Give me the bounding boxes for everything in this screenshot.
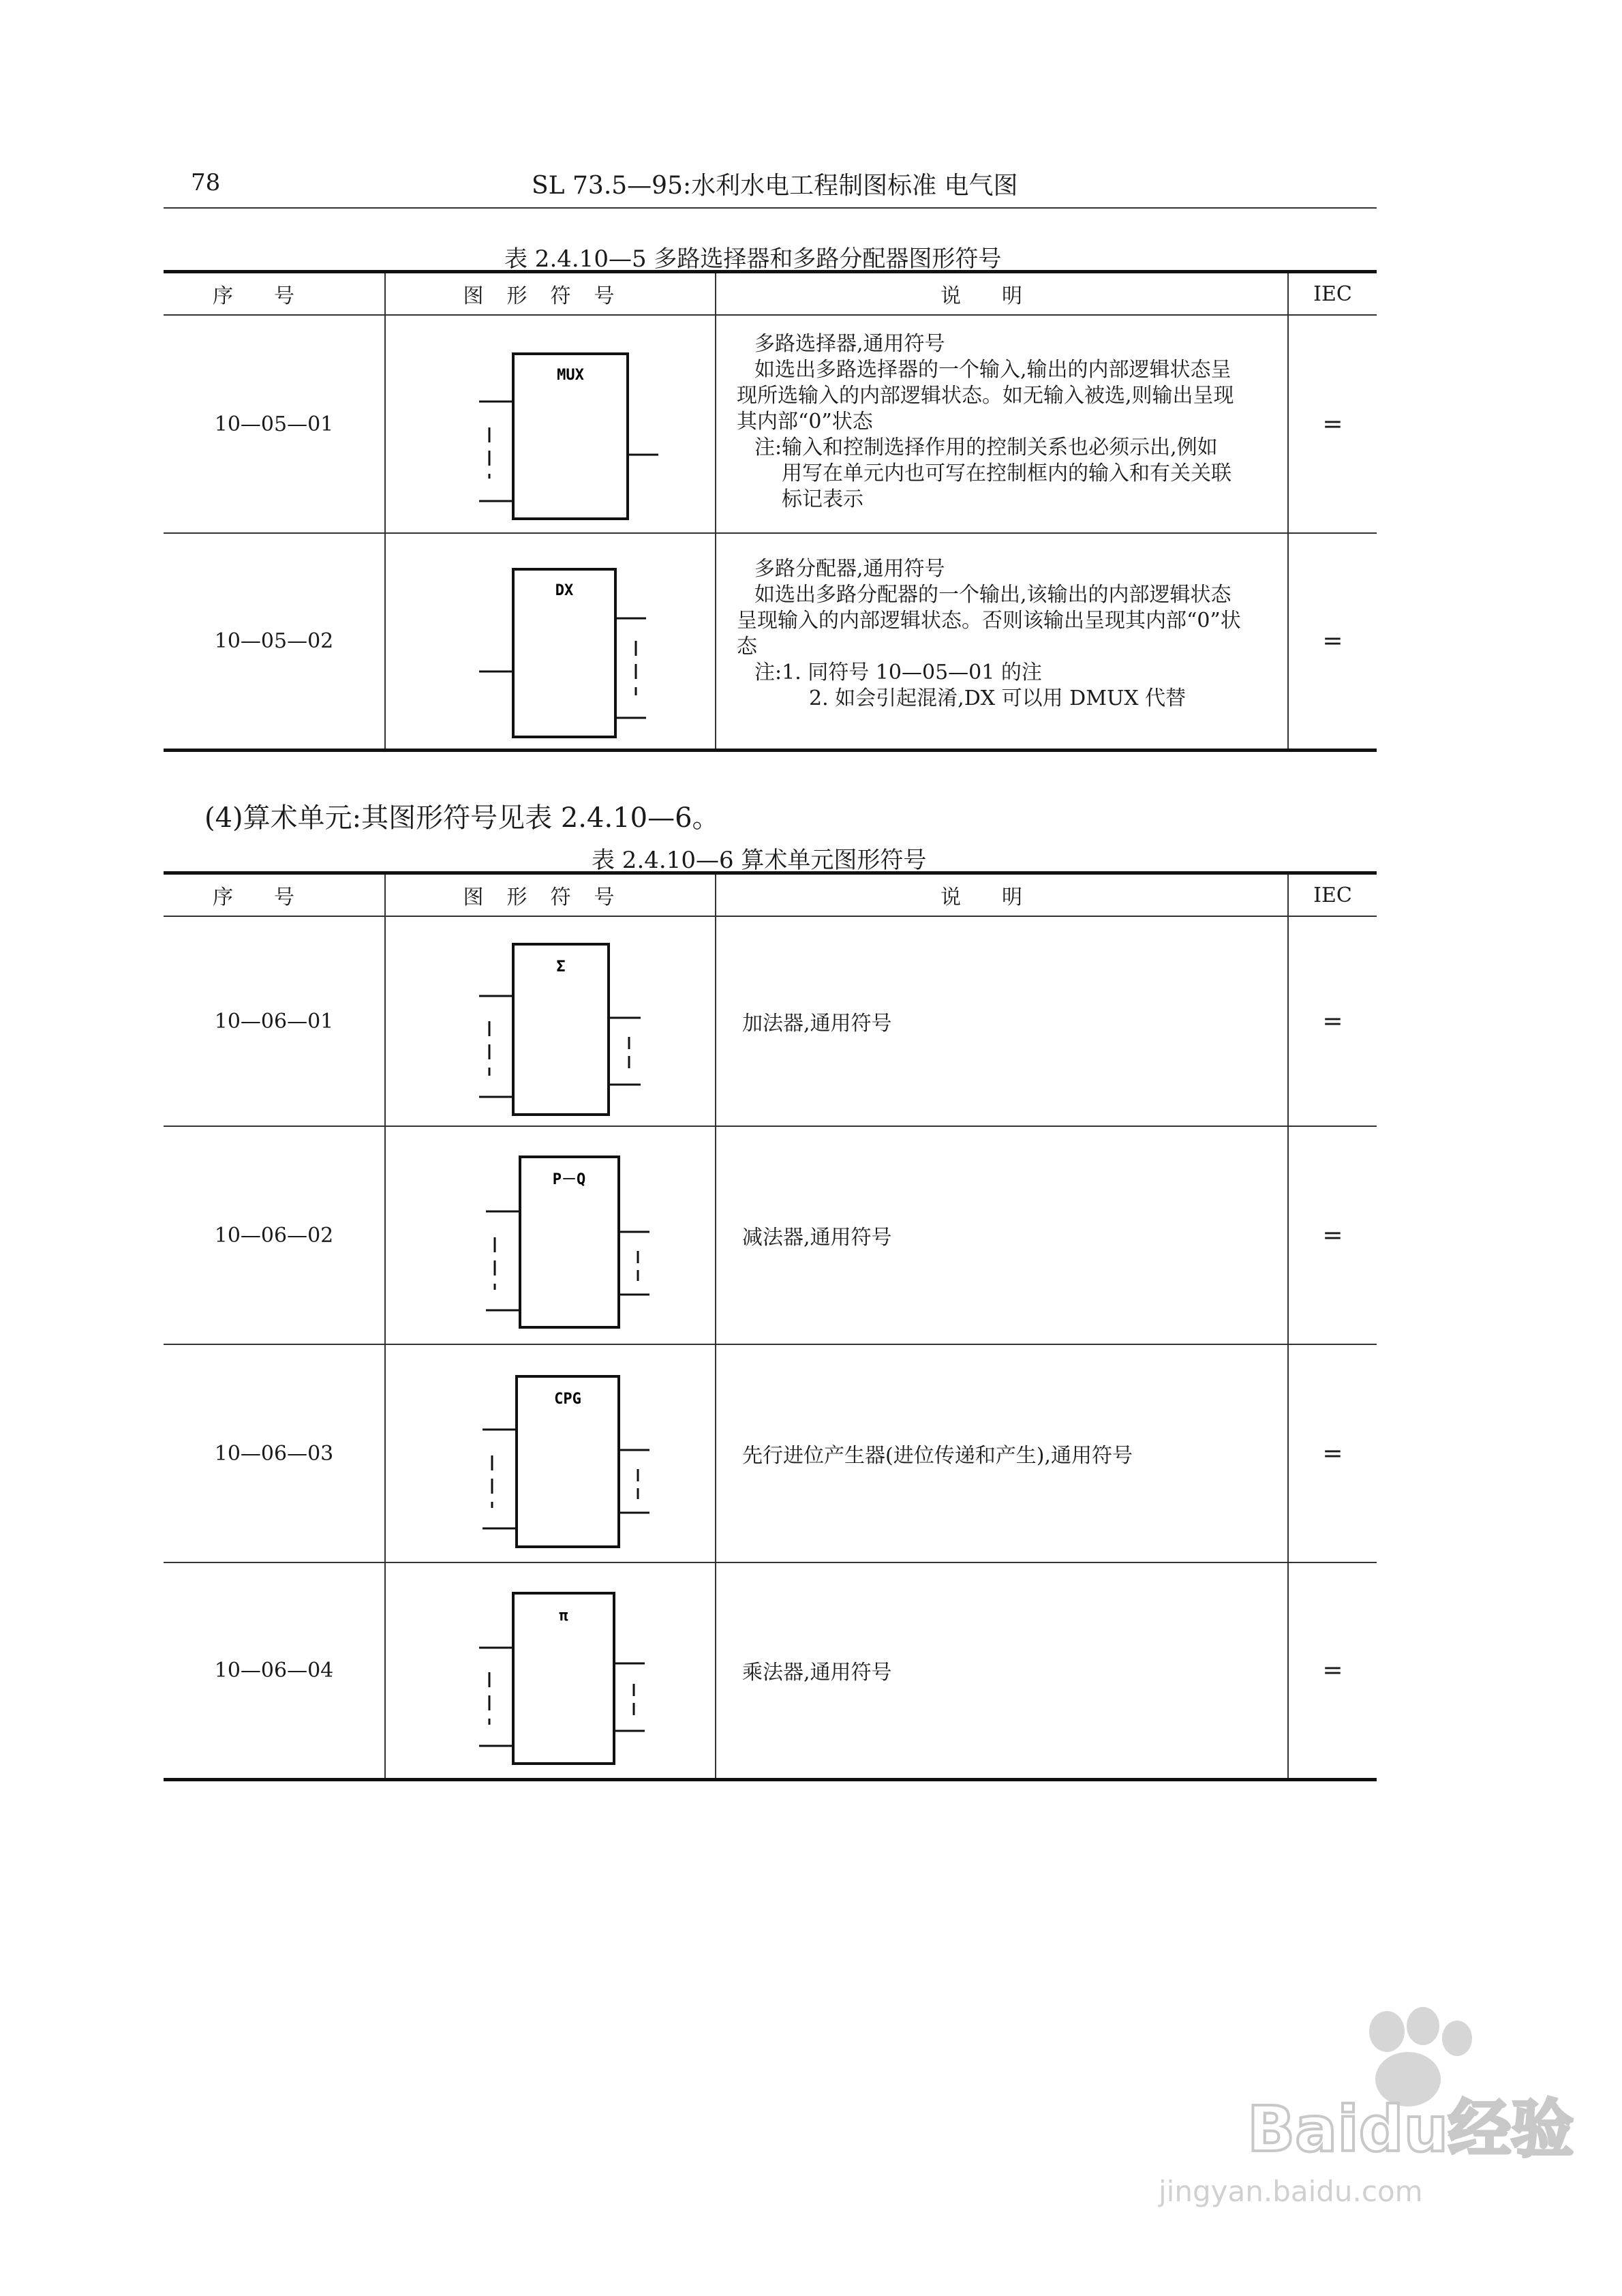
iec-equivalence: =	[1288, 315, 1377, 533]
iec-equivalence: =	[1288, 533, 1377, 750]
symbol-cell	[385, 1126, 716, 1344]
description-text: 减法器,通用符号	[742, 1226, 892, 1250]
description-line: 注:1. 同符号 10—05—01 的注	[754, 661, 1042, 685]
description-line: 用写在单元内也可写在控制框内的输入和有关关联	[782, 462, 1231, 485]
description-line: 如选出多路分配器的一个输出,该输出的内部逻辑状态	[754, 583, 1231, 607]
table-row	[164, 916, 1377, 1126]
symbol-code: 10—05—02	[164, 533, 385, 750]
table-multiplexer-symbols	[164, 270, 1377, 752]
description-line: 2. 如会引起混淆,DX 可以用 DMUX 代替	[809, 686, 1187, 711]
carry-generator-symbol-graphic	[448, 1355, 653, 1552]
watermark-url: jingyan.baidu.com	[1159, 2175, 1423, 2208]
table-row	[164, 315, 1377, 533]
symbol-cell	[385, 533, 716, 750]
description-line: 如选出多路选择器的一个输入,输出的内部逻辑状态呈	[754, 358, 1231, 382]
iec-equivalence: =	[1288, 1344, 1377, 1562]
description-text: 乘法器,通用符号	[742, 1661, 892, 1685]
table-arithmetic-symbols	[164, 871, 1377, 1781]
symbol-code: 10—06—01	[164, 916, 385, 1126]
table-row	[164, 1562, 1377, 1779]
adder-symbol-graphic	[448, 922, 653, 1120]
subtractor-symbol-graphic	[448, 1136, 653, 1334]
description-line: 多路选择器,通用符号	[754, 332, 945, 356]
header-serial: 序号	[164, 873, 385, 917]
table-header-row	[164, 873, 1377, 917]
description-cell	[716, 916, 1288, 1126]
description-line: 注:输入和控制选择作用的控制关系也必须示出,例如	[754, 436, 1218, 459]
table-row	[164, 1126, 1377, 1344]
table-row	[164, 533, 1377, 750]
running-title: SL 73.5—95:水利水电工程制图标准 电气图	[532, 172, 1018, 200]
dx-symbol-graphic	[448, 542, 653, 740]
header-symbol: 图形符号	[385, 873, 716, 917]
iec-equivalence: =	[1288, 1126, 1377, 1344]
table2-caption: 表 2.4.10—6 算术单元图形符号	[592, 847, 927, 874]
description-cell	[716, 1126, 1288, 1344]
symbol-cell	[385, 916, 716, 1126]
dx-label: DX	[555, 582, 573, 600]
table-row	[164, 1344, 1377, 1562]
multiplier-label: π	[558, 1607, 568, 1625]
symbol-code: 10—05—01	[164, 315, 385, 533]
table1-caption: 表 2.4.10—5 多路选择器和多路分配器图形符号	[504, 245, 1002, 273]
description-line: 多路分配器,通用符号	[754, 557, 945, 581]
mux-symbol-graphic	[448, 325, 653, 523]
iec-equivalence: =	[1288, 1562, 1377, 1779]
header-iec: IEC	[1288, 873, 1377, 917]
multiplier-symbol-graphic	[448, 1571, 653, 1769]
symbol-cell	[385, 315, 716, 533]
carry-generator-label: CPG	[553, 1391, 581, 1408]
section-paragraph: (4)算术单元:其图形符号见表 2.4.10—6。	[204, 802, 720, 834]
page-number: 78	[191, 169, 221, 196]
symbol-code: 10—06—02	[164, 1126, 385, 1344]
description-line: 其内部“0”状态	[737, 410, 873, 434]
adder-label: Σ	[555, 958, 566, 976]
symbol-cell	[385, 1344, 716, 1562]
description-line: 呈现输入的内部逻辑状态。否则该输出呈现其内部“0”状	[737, 609, 1241, 633]
description-text: 先行进位产生器(进位传递和产生),通用符号	[742, 1444, 1133, 1468]
header-rule	[164, 207, 1377, 209]
header-serial: 序号	[164, 272, 385, 316]
watermark-brand: Baidu经验	[1247, 2093, 1574, 2166]
description-cell	[716, 533, 1288, 750]
description-cell	[716, 1344, 1288, 1562]
baidu-jingyan-watermark	[1240, 2004, 1574, 2181]
symbol-code: 10—06—03	[164, 1344, 385, 1562]
description-cell	[716, 315, 1288, 533]
description-line: 标记表示	[782, 487, 863, 511]
subtractor-label: P－Q	[552, 1171, 585, 1188]
description-text: 加法器,通用符号	[742, 1012, 892, 1036]
iec-equivalence: =	[1288, 916, 1377, 1126]
table-header-row	[164, 272, 1377, 316]
description-line: 现所选输入的内部逻辑状态。如无输入被选,则输出呈现	[737, 384, 1234, 408]
header-iec: IEC	[1288, 272, 1377, 316]
header-description: 说明	[716, 873, 1288, 917]
description-line: 态	[737, 635, 757, 659]
symbol-code: 10—06—04	[164, 1562, 385, 1779]
paw-icon	[1369, 2007, 1472, 2106]
header-symbol: 图形符号	[385, 272, 716, 316]
header-description: 说明	[716, 272, 1288, 316]
mux-label: MUX	[556, 367, 584, 384]
symbol-cell	[385, 1562, 716, 1779]
description-cell	[716, 1562, 1288, 1779]
